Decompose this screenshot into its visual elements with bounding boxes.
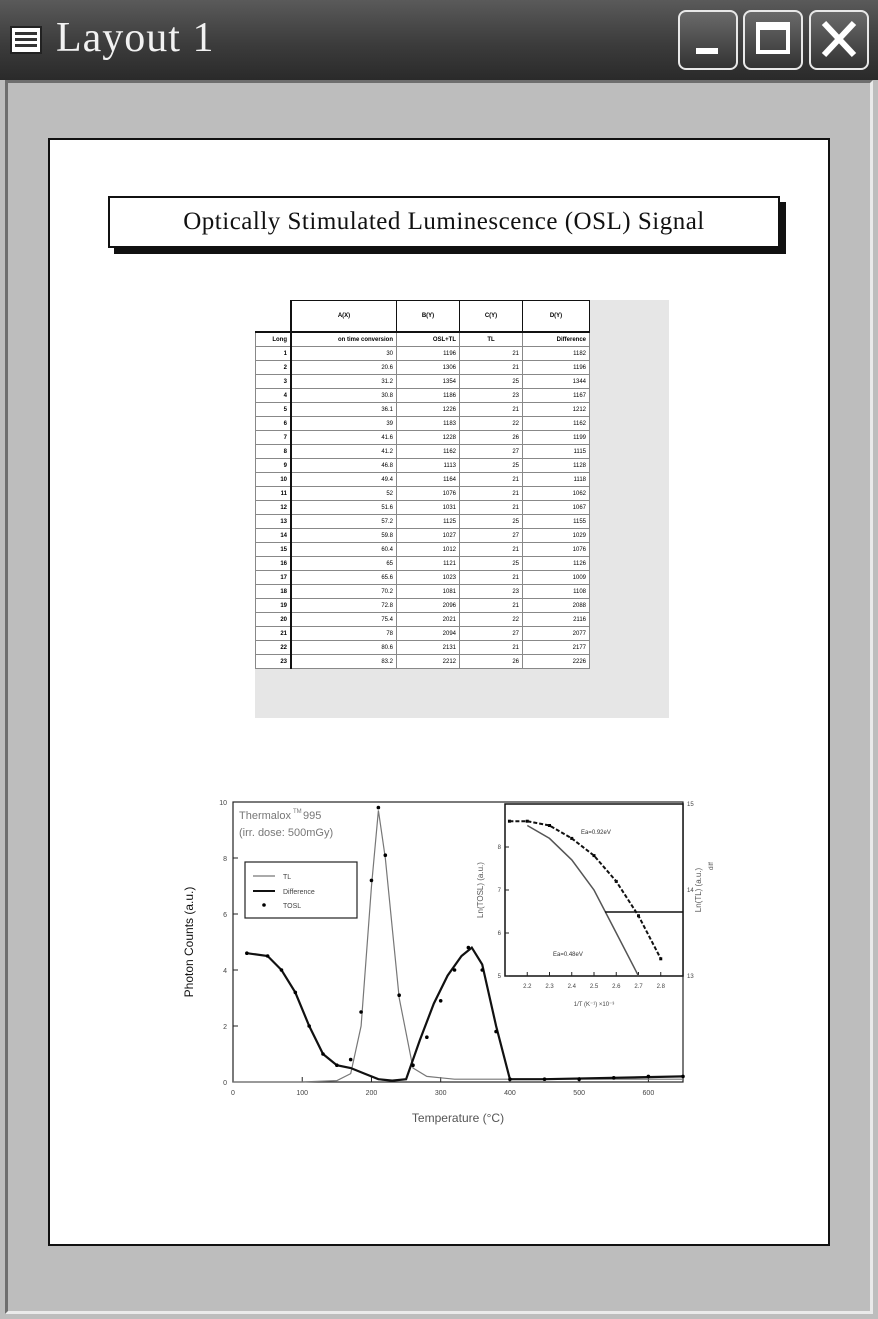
x-tick-label: 500 xyxy=(573,1090,585,1097)
table-cell[interactable]: 51.6 xyxy=(291,501,397,515)
row-header[interactable]: 18 xyxy=(256,585,292,599)
table-cell[interactable]: 39 xyxy=(291,417,397,431)
dose-annotation: (irr. dose: 500mGy) xyxy=(239,827,334,839)
table-cell[interactable]: 26 xyxy=(460,655,523,669)
table-cell[interactable]: 27 xyxy=(460,627,523,641)
table-cell[interactable]: 1155 xyxy=(523,515,590,529)
table-cell[interactable]: 1121 xyxy=(397,557,460,571)
x-axis-label: Temperature (°C) xyxy=(411,1111,505,1125)
column-header[interactable]: B(Y) xyxy=(397,301,460,333)
graph-object[interactable] xyxy=(178,790,715,1125)
table-cell[interactable]: 1164 xyxy=(397,473,460,487)
inset-annotation: Ea=0.48eV xyxy=(553,952,583,958)
table-cell[interactable]: 30 xyxy=(291,347,397,361)
table-row[interactable] xyxy=(256,417,590,431)
label-row-header: Long xyxy=(256,332,292,347)
tl-osl-chart[interactable] xyxy=(178,790,715,1125)
table-cell[interactable]: 1183 xyxy=(397,417,460,431)
table-cell[interactable]: 1344 xyxy=(523,375,590,389)
table-cell[interactable]: 1196 xyxy=(523,361,590,375)
layout-page[interactable] xyxy=(48,138,830,1246)
table-cell[interactable]: 1115 xyxy=(523,445,590,459)
table-row[interactable] xyxy=(256,431,590,445)
inset-x-tick-label: 2.7 xyxy=(634,984,643,990)
legend-label: TL xyxy=(283,874,292,881)
inset-y2-tick-label: 14 xyxy=(687,888,694,894)
inset-y2-axis-label-subscript: diff xyxy=(709,862,715,870)
table-cell[interactable]: 2077 xyxy=(523,627,590,641)
label-row xyxy=(256,332,590,347)
x-tick-label: 0 xyxy=(231,1090,235,1097)
table-row[interactable] xyxy=(256,459,590,473)
table-cell[interactable]: 21 xyxy=(460,641,523,655)
legend-label: TOSL xyxy=(283,903,302,910)
table-cell[interactable]: 30.8 xyxy=(291,389,397,403)
window-title: Layout 1 xyxy=(56,15,215,61)
tosl-point xyxy=(508,1077,512,1081)
inset-x-tick-label: 2.2 xyxy=(523,984,532,990)
minimize-button[interactable] xyxy=(678,10,738,70)
layout-heading[interactable]: Optically Stimulated Luminescence (OSL) Signal xyxy=(108,196,780,248)
inset-annotation: Ea=0.92eV xyxy=(581,830,611,836)
table-row[interactable] xyxy=(256,529,590,543)
row-header[interactable]: 15 xyxy=(256,543,292,557)
row-header[interactable]: 17 xyxy=(256,571,292,585)
table-row[interactable] xyxy=(256,627,590,641)
table-cell[interactable]: 21 xyxy=(460,501,523,515)
x-tick-label: 600 xyxy=(642,1090,655,1097)
table-cell[interactable]: 21 xyxy=(460,487,523,501)
window-title-bar[interactable] xyxy=(0,0,878,80)
row-header[interactable]: 16 xyxy=(256,557,292,571)
table-cell[interactable]: 2131 xyxy=(397,641,460,655)
table-cell[interactable]: 72.8 xyxy=(291,599,397,613)
row-header[interactable]: 2 xyxy=(256,361,292,375)
table-cell[interactable]: 1167 xyxy=(523,389,590,403)
table-cell[interactable]: 80.6 xyxy=(291,641,397,655)
inset-x-tick-label: 2.6 xyxy=(612,984,621,990)
column-header-row xyxy=(256,301,590,333)
table-cell[interactable]: 1081 xyxy=(397,585,460,599)
table-row[interactable] xyxy=(256,557,590,571)
table-cell[interactable]: 1128 xyxy=(523,459,590,473)
row-header[interactable]: 7 xyxy=(256,431,292,445)
worksheet-grid-icon[interactable] xyxy=(10,26,42,54)
tosl-point xyxy=(453,968,457,972)
table-cell[interactable]: 1108 xyxy=(523,585,590,599)
table-cell[interactable]: 41.6 xyxy=(291,431,397,445)
y-axis-label: Photon Counts (a.u.) xyxy=(182,886,196,998)
table-cell[interactable]: 83.2 xyxy=(291,655,397,669)
tosl-point xyxy=(425,1035,429,1039)
table-row[interactable] xyxy=(256,613,590,627)
table-row[interactable] xyxy=(256,487,590,501)
table-cell[interactable]: 36.1 xyxy=(291,403,397,417)
table-cell[interactable]: 1126 xyxy=(523,557,590,571)
table-cell[interactable]: 59.8 xyxy=(291,529,397,543)
close-icon xyxy=(811,12,867,68)
tosl-point xyxy=(397,993,401,997)
table-cell[interactable]: 23 xyxy=(460,585,523,599)
tosl-point xyxy=(467,946,471,950)
row-header[interactable]: 5 xyxy=(256,403,292,417)
table-cell[interactable]: 52 xyxy=(291,487,397,501)
table-row[interactable] xyxy=(256,641,590,655)
x-tick-label: 300 xyxy=(434,1090,447,1097)
table-row[interactable] xyxy=(256,347,590,361)
column-label: on time conversion xyxy=(291,332,397,347)
row-header[interactable]: 14 xyxy=(256,529,292,543)
y-tick-label: 10 xyxy=(219,800,227,807)
table-cell[interactable]: 1196 xyxy=(397,347,460,361)
row-header[interactable]: 10 xyxy=(256,473,292,487)
row-header[interactable]: 3 xyxy=(256,375,292,389)
table-cell[interactable]: 1162 xyxy=(523,417,590,431)
minimize-icon xyxy=(680,12,736,68)
table-row[interactable] xyxy=(256,585,590,599)
table-cell[interactable]: 1212 xyxy=(523,403,590,417)
tosl-point xyxy=(543,1077,547,1081)
worksheet-object[interactable] xyxy=(255,300,669,718)
table-row[interactable] xyxy=(256,361,590,375)
row-header[interactable]: 12 xyxy=(256,501,292,515)
table-row[interactable] xyxy=(256,543,590,557)
inset-y-tick-label: 7 xyxy=(497,888,501,894)
table-cell[interactable]: 65.6 xyxy=(291,571,397,585)
x-tick-label: 100 xyxy=(296,1090,309,1097)
row-header[interactable]: 20 xyxy=(256,613,292,627)
table-cell[interactable]: 2088 xyxy=(523,599,590,613)
table-cell[interactable]: 1199 xyxy=(523,431,590,445)
tosl-point xyxy=(321,1052,325,1056)
column-header[interactable]: A(X) xyxy=(291,301,397,333)
table-cell[interactable]: 49.4 xyxy=(291,473,397,487)
inset-y2-tick-label: 13 xyxy=(687,974,694,980)
corner-cell xyxy=(256,301,292,333)
table-cell[interactable]: 1029 xyxy=(523,529,590,543)
tosl-point xyxy=(577,1077,581,1081)
table-cell[interactable]: 1031 xyxy=(397,501,460,515)
sample-annotation: Thermalox xyxy=(239,810,291,822)
tosl-point xyxy=(681,1075,685,1079)
table-row[interactable] xyxy=(256,571,590,585)
table-cell[interactable]: 2177 xyxy=(523,641,590,655)
row-header[interactable]: 4 xyxy=(256,389,292,403)
table-cell[interactable]: 1067 xyxy=(523,501,590,515)
table-cell[interactable]: 70.2 xyxy=(291,585,397,599)
table-cell[interactable]: 21 xyxy=(460,473,523,487)
row-header[interactable]: 8 xyxy=(256,445,292,459)
table-cell[interactable]: 1076 xyxy=(397,487,460,501)
row-header[interactable]: 9 xyxy=(256,459,292,473)
table-row[interactable] xyxy=(256,403,590,417)
table-cell[interactable]: 27 xyxy=(460,529,523,543)
table-cell[interactable]: 1182 xyxy=(523,347,590,361)
inset-y-tick-label: 6 xyxy=(497,931,501,937)
x-tick-label: 400 xyxy=(504,1090,516,1097)
legend-label: Difference xyxy=(283,889,315,896)
table-row[interactable] xyxy=(256,473,590,487)
close-button[interactable] xyxy=(809,10,869,70)
tosl-point xyxy=(307,1024,311,1028)
table-cell[interactable]: 65 xyxy=(291,557,397,571)
legend-swatch-tosl xyxy=(262,903,266,907)
maximize-button[interactable] xyxy=(743,10,803,70)
table-cell[interactable]: 22 xyxy=(460,613,523,627)
table-cell[interactable]: 1062 xyxy=(523,487,590,501)
tosl-point xyxy=(647,1075,651,1079)
table-cell[interactable]: 1125 xyxy=(397,515,460,529)
y-tick-label: 2 xyxy=(223,1024,227,1031)
table-cell[interactable]: 23 xyxy=(460,389,523,403)
table-cell[interactable]: 27 xyxy=(460,445,523,459)
table-row[interactable] xyxy=(256,599,590,613)
sample-annotation-tm: TM xyxy=(293,809,302,815)
inset-x-tick-label: 2.3 xyxy=(545,984,554,990)
table-row[interactable] xyxy=(256,501,590,515)
y-tick-label: 8 xyxy=(223,856,227,863)
table-cell[interactable]: 41.2 xyxy=(291,445,397,459)
table-cell[interactable]: 31.2 xyxy=(291,375,397,389)
table-cell[interactable]: 1306 xyxy=(397,361,460,375)
table-cell[interactable]: 75.4 xyxy=(291,613,397,627)
table-cell[interactable]: 1118 xyxy=(523,473,590,487)
table-cell[interactable]: 1226 xyxy=(397,403,460,417)
row-header[interactable]: 21 xyxy=(256,627,292,641)
tosl-point xyxy=(384,853,388,857)
y-tick-label: 0 xyxy=(223,1080,227,1087)
tosl-point xyxy=(294,991,298,995)
table-cell[interactable]: 2021 xyxy=(397,613,460,627)
table-cell[interactable]: 1113 xyxy=(397,459,460,473)
inset-x-tick-label: 2.8 xyxy=(656,984,665,990)
tosl-point xyxy=(370,879,374,883)
tosl-point xyxy=(612,1076,616,1080)
table-cell[interactable]: 26 xyxy=(460,431,523,445)
tosl-point xyxy=(266,954,270,958)
table-cell[interactable]: 21 xyxy=(460,599,523,613)
inset-y-tick-label: 5 xyxy=(497,974,501,980)
tosl-point xyxy=(359,1010,363,1014)
column-label: OSL+TL xyxy=(397,332,460,347)
inset-x-tick-label: 2.5 xyxy=(589,984,599,990)
inset-y-tick-label: 8 xyxy=(497,845,501,851)
table-row[interactable] xyxy=(256,515,590,529)
tosl-point xyxy=(411,1063,415,1067)
column-header[interactable]: D(Y) xyxy=(523,301,590,333)
table-cell[interactable]: 25 xyxy=(460,515,523,529)
tosl-point xyxy=(439,999,443,1003)
table-cell[interactable]: 25 xyxy=(460,459,523,473)
column-header[interactable]: C(Y) xyxy=(460,301,523,333)
inset-y-axis-label: Ln(TOSL) (a.u.) xyxy=(476,862,485,918)
table-cell[interactable]: 21 xyxy=(460,347,523,361)
table-row[interactable] xyxy=(256,375,590,389)
row-header[interactable]: 22 xyxy=(256,641,292,655)
table-cell[interactable]: 1162 xyxy=(397,445,460,459)
row-header[interactable]: 6 xyxy=(256,417,292,431)
tosl-point xyxy=(349,1058,353,1062)
table-cell[interactable]: 60.4 xyxy=(291,543,397,557)
tosl-point xyxy=(280,968,284,972)
table-row[interactable] xyxy=(256,655,590,669)
table-cell[interactable]: 2226 xyxy=(523,655,590,669)
row-header[interactable]: 19 xyxy=(256,599,292,613)
table-cell[interactable]: 1009 xyxy=(523,571,590,585)
column-label: Difference xyxy=(523,332,590,347)
table-cell[interactable]: 1023 xyxy=(397,571,460,585)
sample-annotation-model: 995 xyxy=(303,810,322,822)
inset-y2-axis-label: Ln(TL) (a.u.) xyxy=(694,867,703,913)
inset-y2-tick-label: 15 xyxy=(687,802,694,808)
worksheet-table[interactable] xyxy=(255,300,590,669)
table-cell[interactable]: 22 xyxy=(460,417,523,431)
tosl-point xyxy=(377,806,381,810)
table-cell[interactable]: 1076 xyxy=(523,543,590,557)
table-row[interactable] xyxy=(256,445,590,459)
inset-x-axis-label: 1/T (K⁻¹) ×10⁻³ xyxy=(573,1002,615,1008)
row-header[interactable]: 13 xyxy=(256,515,292,529)
row-header[interactable]: 11 xyxy=(256,487,292,501)
tosl-point xyxy=(245,951,249,955)
column-label: TL xyxy=(460,332,523,347)
table-row[interactable] xyxy=(256,389,590,403)
tosl-point xyxy=(494,1030,498,1034)
tosl-point xyxy=(480,968,484,972)
inset-x-tick-label: 2.4 xyxy=(567,984,576,990)
table-cell[interactable]: 46.8 xyxy=(291,459,397,473)
table-cell[interactable]: 25 xyxy=(460,557,523,571)
maximize-icon xyxy=(745,12,801,68)
x-tick-label: 200 xyxy=(365,1090,378,1097)
table-cell[interactable]: 21 xyxy=(460,361,523,375)
table-cell[interactable]: 21 xyxy=(460,543,523,557)
row-header[interactable]: 23 xyxy=(256,655,292,669)
table-cell[interactable]: 21 xyxy=(460,403,523,417)
y-tick-label: 4 xyxy=(223,968,227,975)
table-cell[interactable]: 25 xyxy=(460,375,523,389)
table-cell[interactable]: 57.2 xyxy=(291,515,397,529)
y-tick-label: 6 xyxy=(223,912,227,919)
table-cell[interactable]: 2094 xyxy=(397,627,460,641)
table-cell[interactable]: 21 xyxy=(460,571,523,585)
table-cell[interactable]: 78 xyxy=(291,627,397,641)
table-cell[interactable]: 2096 xyxy=(397,599,460,613)
table-cell[interactable]: 1354 xyxy=(397,375,460,389)
row-header[interactable]: 1 xyxy=(256,347,292,361)
table-cell[interactable]: 1186 xyxy=(397,389,460,403)
tosl-point xyxy=(335,1063,339,1067)
table-cell[interactable]: 1027 xyxy=(397,529,460,543)
table-cell[interactable]: 1012 xyxy=(397,543,460,557)
table-cell[interactable]: 2212 xyxy=(397,655,460,669)
table-cell[interactable]: 20.6 xyxy=(291,361,397,375)
table-cell[interactable]: 2116 xyxy=(523,613,590,627)
table-cell[interactable]: 1228 xyxy=(397,431,460,445)
